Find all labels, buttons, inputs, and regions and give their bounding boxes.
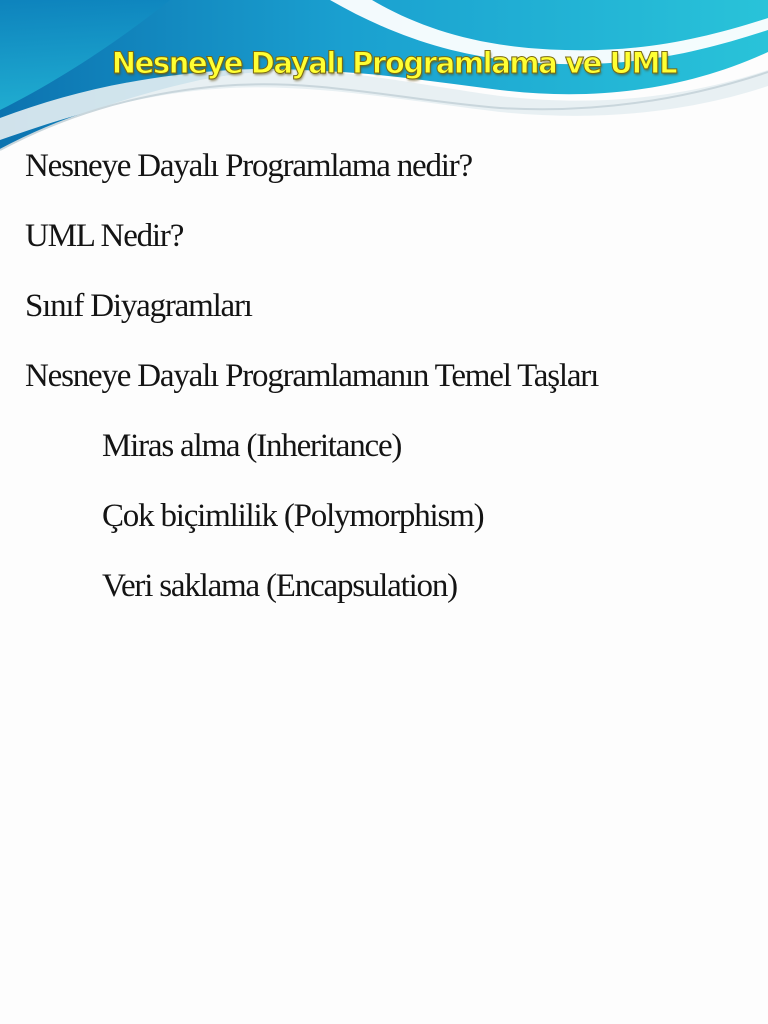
sub-list-item: Miras alma (Inheritance) [102,428,402,464]
list-item: Nesneye Dayalı Programlama nedir? [25,148,472,184]
slide-title: Nesneye Dayalı Programlama ve UML [111,46,677,80]
sub-list-item: Çok biçimlilik (Polymorphism) [102,498,484,534]
list-item: Nesneye Dayalı Programlamanın Temel Taşları [25,358,599,394]
list-item: UML Nedir? [25,218,184,254]
list-item: Sınıf Diyagramları [25,288,252,324]
sub-list-item: Veri saklama (Encapsulation) [102,568,457,604]
header-wave-decoration [0,0,768,160]
